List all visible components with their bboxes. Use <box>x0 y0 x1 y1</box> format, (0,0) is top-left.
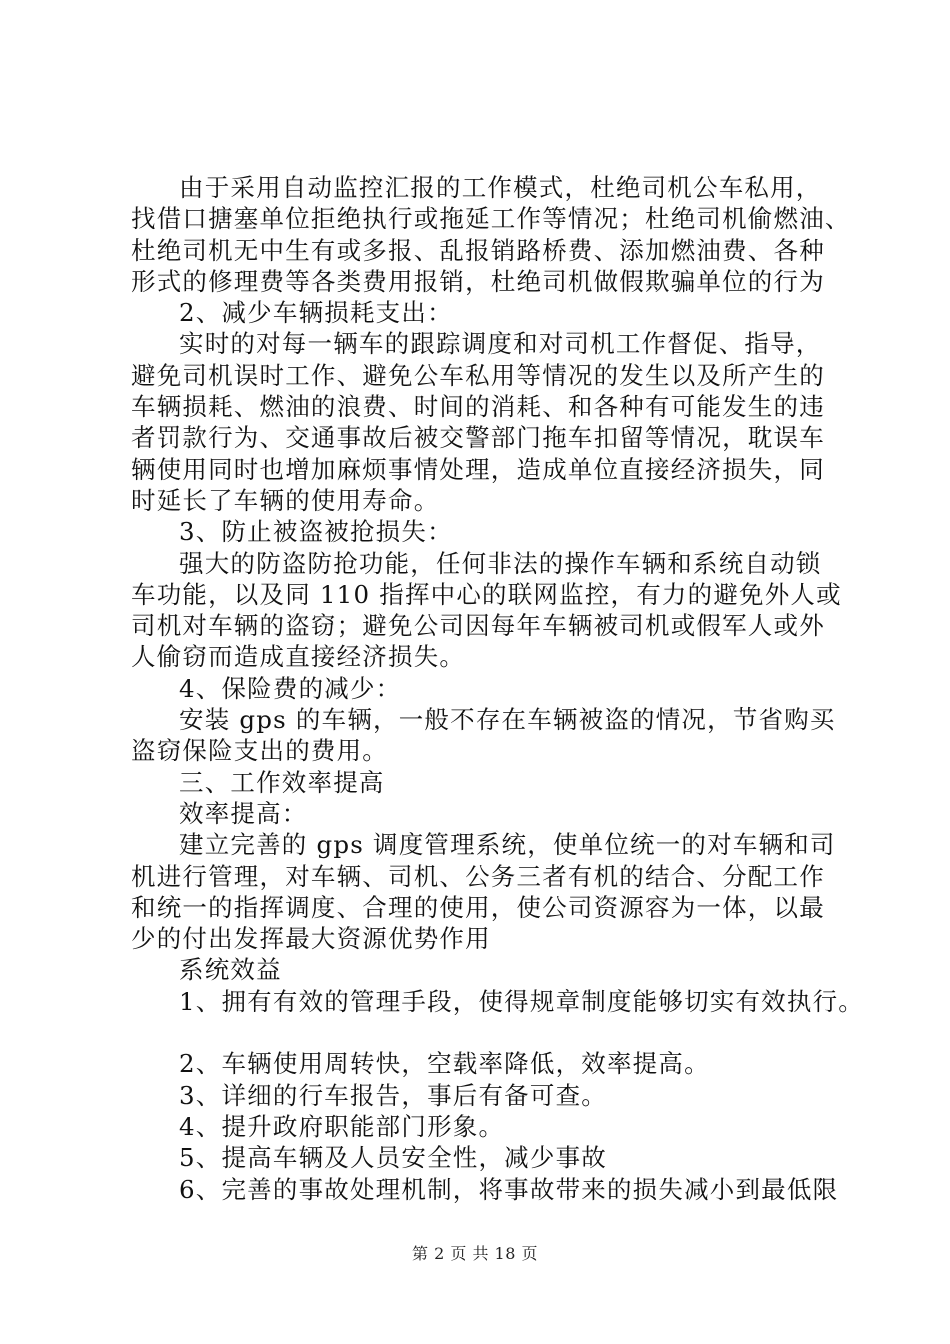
text-line: 形式的修理费等各类费用报销，杜绝司机做假欺骗单位的行为 <box>131 266 825 296</box>
text-line: 安装 gps 的车辆，一般不存在车辆被盗的情况，节省购买 <box>179 705 836 735</box>
text-line: 实时的对每一辆车的跟踪调度和对司机工作督促、指导， <box>179 329 822 359</box>
text-line: 强大的防盗防抢功能，任何非法的操作车辆和系统自动锁 <box>179 548 822 578</box>
text-line: 4、保险费的减少： <box>179 673 402 703</box>
text-line: 盗窃保险支出的费用。 <box>131 736 388 766</box>
text-line: 由于采用自动监控汇报的工作模式，杜绝司机公车私用， <box>179 173 822 202</box>
text-line: 3、防止被盗被抢损失： <box>179 517 453 547</box>
text-line: 辆使用同时也增加麻烦事情处理，造成单位直接经济损失，同 <box>131 454 825 484</box>
text-line: 1、拥有有效的管理手段，使得规章制度能够切实有效执行。 <box>179 986 864 1016</box>
text-line: 4、提升政府职能部门形象。 <box>179 1111 505 1141</box>
text-line: 3、详细的行车报告，事后有备可查。 <box>179 1080 607 1110</box>
text-line: 少的付出发挥最大资源优势作用 <box>131 924 491 954</box>
document-body <box>131 172 864 1205</box>
text-line: 者罚款行为、交通事故后被交警部门拖车扣留等情况，耽误车 <box>131 423 825 453</box>
text-line: 和统一的指挥调度、合理的使用，使公司资源容为一体，以最 <box>131 892 825 922</box>
text-line: 机进行管理，对车辆、司机、公务三者有机的结合、分配工作 <box>131 861 825 891</box>
text-line: 2、车辆使用周转快，空载率降低，效率提高。 <box>179 1049 710 1079</box>
blank-line <box>131 1017 831 1048</box>
text-line: 时延长了车辆的使用寿命。 <box>131 485 440 515</box>
text-line: 人偷窃而造成直接经济损失。 <box>131 642 466 672</box>
text-line: 车辆损耗、燃油的浪费、时间的消耗、和各种有可能发生的违 <box>131 392 825 422</box>
text-line: 5、提高车辆及人员安全性，减少事故 <box>179 1143 607 1173</box>
text-line: 建立完善的 gps 调度管理系统，使单位统一的对车辆和司 <box>179 830 836 860</box>
text-line: 车功能，以及同 110 指挥中心的联网监控，有力的避免外人或 <box>131 579 842 609</box>
page-number-footer: 第 2 页 共 18 页 <box>412 1244 538 1263</box>
text-line: 效率提高： <box>179 798 308 828</box>
text-line: 系统效益 <box>179 955 282 985</box>
text-line: 找借口搪塞单位拒绝执行或拖延工作等情况；杜绝司机偷燃油、 <box>131 204 851 234</box>
text-line: 2、减少车辆损耗支出： <box>179 298 453 328</box>
text-line: 6、完善的事故处理机制，将事故带来的损失减小到最低限 <box>179 1174 839 1204</box>
text-line: 司机对车辆的盗窃；避免公司因每年车辆被司机或假军人或外 <box>131 611 825 641</box>
text-line: 三、工作效率提高 <box>179 767 385 797</box>
text-line: 杜绝司机无中生有或多报、乱报销路桥费、添加燃油费、各种 <box>131 235 825 265</box>
text-line: 避免司机误时工作、避免公车私用等情况的发生以及所产生的 <box>131 360 825 390</box>
